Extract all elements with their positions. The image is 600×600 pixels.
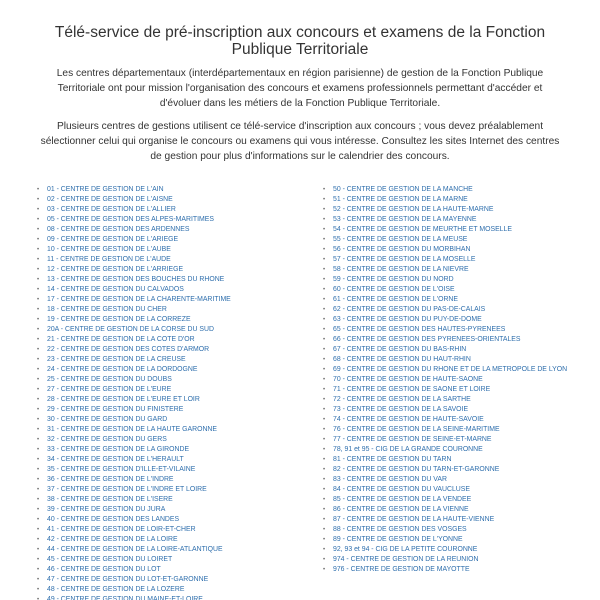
intro-paragraph-instructions: Plusieurs centres de gestions utilisent ce télé-service d'inscription aux concours ; vous devez préalablement sélectionner celui qui organise le concours ou examens qui vous intéresse. Consultez les sites Internet des centres de gestion pour plus d'informations sur le calendrier des concours. [40, 121, 560, 162]
centre-list-item [37, 215, 297, 225]
centre-list-item [323, 435, 600, 445]
centre-list-left-column [37, 185, 297, 600]
centre-link[interactable]: 87 - CENTRE DE GESTION DE LA HAUTE-VIENNE [333, 516, 495, 523]
centre-list-item [323, 445, 600, 455]
centre-list-item [37, 265, 297, 275]
centre-list-item [37, 275, 297, 285]
bullet-icon: • [323, 317, 326, 323]
bullet-icon: • [323, 567, 326, 573]
bullet-icon: • [37, 417, 40, 423]
bullet-icon: • [37, 277, 40, 283]
bullet-icon: • [323, 447, 326, 453]
centre-list-item [323, 545, 600, 555]
centre-link[interactable]: 76 - CENTRE DE GESTION DE LA SEINE-MARITIME [333, 426, 500, 433]
bullet-icon: • [37, 377, 40, 383]
bullet-icon: • [323, 387, 326, 393]
bullet-icon: • [37, 317, 40, 323]
centre-list-item [37, 255, 297, 265]
centre-link[interactable]: 36 - CENTRE DE GESTION DE L'INDRE [47, 476, 174, 483]
centre-list-item [323, 525, 600, 535]
centre-link[interactable]: 974 - CENTRE DE GESTION DE LA REUNION [333, 556, 479, 563]
centre-link[interactable]: 45 - CENTRE DE GESTION DU LOIRET [47, 556, 173, 563]
centre-link[interactable]: 60 - CENTRE DE GESTION DE L'OISE [333, 286, 455, 293]
bullet-icon: • [37, 577, 40, 583]
centre-list-item [323, 205, 600, 215]
centre-link[interactable]: 10 - CENTRE DE GESTION DE L'AUBE [47, 246, 171, 253]
centre-list-item [37, 405, 297, 415]
centre-link[interactable]: 32 - CENTRE DE GESTION DU GERS [47, 436, 167, 443]
bullet-icon: • [323, 187, 326, 193]
bullet-icon: • [37, 307, 40, 313]
centre-link[interactable]: 71 - CENTRE DE GESTION DE SAONE ET LOIRE [333, 386, 491, 393]
centre-list-item [37, 455, 297, 465]
centre-link[interactable]: 20A - CENTRE DE GESTION DE LA CORSE DU SUD [47, 326, 214, 333]
bullet-icon: • [37, 507, 40, 513]
centre-list-item [323, 415, 600, 425]
centre-list-item [323, 475, 600, 485]
centre-link[interactable]: 38 - CENTRE DE GESTION DE L'ISERE [47, 496, 173, 503]
centre-link[interactable]: 46 - CENTRE DE GESTION DU LOT [47, 566, 161, 573]
bullet-icon: • [37, 537, 40, 543]
centre-list-item [37, 345, 297, 355]
centre-list-item [323, 365, 600, 375]
page-title: Télé-service de pré-inscription aux concours et examens de la Fonction Publique Territoriale [54, 24, 546, 58]
centre-list-item [323, 515, 600, 525]
centre-list-item [323, 255, 600, 265]
bullet-icon: • [37, 437, 40, 443]
centre-list-item [323, 485, 600, 495]
centre-link[interactable]: 03 - CENTRE DE GESTION DE L'ALLIER [47, 206, 176, 213]
centre-link[interactable]: 72 - CENTRE DE GESTION DE LA SARTHE [333, 396, 471, 403]
bullet-icon: • [37, 227, 40, 233]
bullet-icon: • [323, 247, 326, 253]
bullet-icon: • [37, 557, 40, 563]
centre-list-item [37, 505, 297, 515]
centre-list-right-column [323, 185, 600, 575]
bullet-icon: • [37, 527, 40, 533]
centre-link[interactable]: 05 - CENTRE DE GESTION DES ALPES-MARITIMES [47, 216, 214, 223]
centre-list-item [37, 295, 297, 305]
centre-link[interactable]: 41 - CENTRE DE GESTION DE LOIR-ET-CHER [47, 526, 196, 533]
centre-link[interactable]: 11 - CENTRE DE GESTION DE L'AUDE [47, 256, 171, 263]
centre-link[interactable]: 81 - CENTRE DE GESTION DU TARN [333, 456, 452, 463]
bullet-icon: • [323, 357, 326, 363]
centre-link[interactable]: 17 - CENTRE DE GESTION DE LA CHARENTE-MARITIME [47, 296, 231, 303]
bullet-icon: • [37, 517, 40, 523]
centre-link[interactable]: 50 - CENTRE DE GESTION DE LA MANCHE [333, 186, 473, 193]
bullet-icon: • [37, 457, 40, 463]
centre-list-item [323, 355, 600, 365]
bullet-icon: • [37, 297, 40, 303]
bullet-icon: • [323, 347, 326, 353]
centre-link[interactable]: 63 - CENTRE DE GESTION DU PUY-DE-DOME [333, 316, 482, 323]
bullet-icon: • [323, 207, 326, 213]
centre-list-item [323, 335, 600, 345]
centre-list-item [323, 315, 600, 325]
centre-list-item [37, 595, 297, 600]
bullet-icon: • [323, 217, 326, 223]
bullet-icon: • [37, 337, 40, 343]
centre-list-item [37, 545, 297, 555]
bullet-icon: • [323, 297, 326, 303]
centre-list-item [323, 265, 600, 275]
centre-link[interactable]: 52 - CENTRE DE GESTION DE LA HAUTE-MARNE [333, 206, 494, 213]
centre-list-item [323, 425, 600, 435]
bullet-icon: • [37, 207, 40, 213]
centre-list-item [323, 185, 600, 195]
bullet-icon: • [323, 547, 326, 553]
bullet-icon: • [37, 467, 40, 473]
centre-link[interactable]: 39 - CENTRE DE GESTION DU JURA [47, 506, 166, 513]
bullet-icon: • [323, 307, 326, 313]
centre-link[interactable]: 28 - CENTRE DE GESTION DE L'EURE ET LOIR [47, 396, 200, 403]
centre-list-item [323, 285, 600, 295]
centre-link[interactable]: 57 - CENTRE DE GESTION DE LA MOSELLE [333, 256, 476, 263]
bullet-icon: • [37, 217, 40, 223]
bullet-icon: • [323, 557, 326, 563]
centre-list-item [37, 305, 297, 315]
bullet-icon: • [323, 517, 326, 523]
centre-list-item [323, 495, 600, 505]
centre-list-item [323, 295, 600, 305]
centre-list-item [323, 395, 600, 405]
centre-list-item [323, 195, 600, 205]
bullet-icon: • [323, 417, 326, 423]
centre-list-item [37, 205, 297, 215]
centre-link[interactable]: 42 - CENTRE DE GESTION DE LA LOIRE [47, 536, 178, 543]
centre-link[interactable]: 77 - CENTRE DE GESTION DE SEINE-ET-MARNE [333, 436, 492, 443]
centre-list-item [37, 365, 297, 375]
bullet-icon: • [323, 337, 326, 343]
centre-link[interactable]: 69 - CENTRE DE GESTION DU RHONE ET DE LA METROPOLE DE LYON [333, 366, 568, 373]
centre-link[interactable]: 37 - CENTRE DE GESTION DE L'INDRE ET LOIRE [47, 486, 207, 493]
bullet-icon: • [37, 397, 40, 403]
bullet-icon: • [37, 267, 40, 273]
centre-list-item [37, 555, 297, 565]
bullet-icon: • [37, 497, 40, 503]
centre-list-item [37, 185, 297, 195]
centre-link[interactable]: 66 - CENTRE DE GESTION DES PYRENEES-ORIENTALES [333, 336, 521, 343]
centre-link[interactable]: 976 - CENTRE DE GESTION DE MAYOTTE [333, 566, 470, 573]
bullet-icon: • [323, 267, 326, 273]
bullet-icon: • [37, 367, 40, 373]
centre-list-item [37, 585, 297, 595]
centre-link[interactable]: 51 - CENTRE DE GESTION DE LA MARNE [333, 196, 468, 203]
bullet-icon: • [323, 397, 326, 403]
bullet-icon: • [323, 197, 326, 203]
centre-list-item [37, 235, 297, 245]
centre-link[interactable]: 22 - CENTRE DE GESTION DES COTES D'ARMOR [47, 346, 210, 353]
bullet-icon: • [37, 257, 40, 263]
bullet-icon: • [323, 287, 326, 293]
bullet-icon: • [323, 427, 326, 433]
centre-link[interactable]: 70 - CENTRE DE GESTION DE HAUTE-SAONE [333, 376, 483, 383]
bullet-icon: • [37, 487, 40, 493]
centre-link[interactable]: 30 - CENTRE DE GESTION DU GARD [47, 416, 168, 423]
centre-link[interactable]: 82 - CENTRE DE GESTION DU TARN-ET-GARONNE [333, 466, 500, 473]
centre-link[interactable]: 19 - CENTRE DE GESTION DE LA CORREZE [47, 316, 191, 323]
centre-list-item [323, 275, 600, 285]
bullet-icon: • [323, 327, 326, 333]
centre-list-item [37, 315, 297, 325]
centre-link[interactable]: 54 - CENTRE DE GESTION DE MEURTHE ET MOSELLE [333, 226, 512, 233]
bullet-icon: • [323, 507, 326, 513]
centre-link[interactable]: 53 - CENTRE DE GESTION DE LA MAYENNE [333, 216, 477, 223]
centre-link[interactable]: 61 - CENTRE DE GESTION DE L'ORNE [333, 296, 458, 303]
centre-list-item [323, 375, 600, 385]
centre-list-item [323, 225, 600, 235]
centre-link[interactable]: 47 - CENTRE DE GESTION DU LOT-ET-GARONNE [47, 576, 209, 583]
centre-link[interactable]: 84 - CENTRE DE GESTION DU VAUCLUSE [333, 486, 470, 493]
bullet-icon: • [323, 487, 326, 493]
centre-link[interactable]: 65 - CENTRE DE GESTION DES HAUTES-PYRENEES [333, 326, 506, 333]
centre-list-item [37, 285, 297, 295]
bullet-icon: • [37, 567, 40, 573]
centre-link[interactable]: 25 - CENTRE DE GESTION DU DOUBS [47, 376, 172, 383]
centre-link[interactable]: 86 - CENTRE DE GESTION DE LA VIENNE [333, 506, 469, 513]
bullet-icon: • [37, 447, 40, 453]
bullet-icon: • [37, 237, 40, 243]
centre-list-item [37, 535, 297, 545]
centre-link[interactable]: 78, 91 et 95 - CIG DE LA GRANDE COURONNE [333, 446, 483, 453]
bullet-icon: • [37, 597, 40, 600]
centre-link[interactable]: 02 - CENTRE DE GESTION DE L'AISNE [47, 196, 173, 203]
bullet-icon: • [37, 547, 40, 553]
centre-list-item [323, 455, 600, 465]
bullet-icon: • [323, 497, 326, 503]
bullet-icon: • [37, 387, 40, 393]
centre-link[interactable]: 14 - CENTRE DE GESTION DU CALVADOS [47, 286, 184, 293]
centre-link[interactable]: 08 - CENTRE DE GESTION DES ARDENNES [47, 226, 190, 233]
centre-list-item [37, 325, 297, 335]
centre-link[interactable]: 62 - CENTRE DE GESTION DU PAS-DE-CALAIS [333, 306, 486, 313]
bullet-icon: • [323, 367, 326, 373]
centre-list-item [323, 465, 600, 475]
centre-list-item [323, 565, 600, 575]
centre-list-item [37, 445, 297, 455]
centre-list-item [37, 485, 297, 495]
centre-list-item [37, 245, 297, 255]
bullet-icon: • [323, 437, 326, 443]
centre-list-item [37, 225, 297, 235]
centre-list-item [323, 555, 600, 565]
centre-link[interactable]: 21 - CENTRE DE GESTION DE LA COTE D'OR [47, 336, 195, 343]
bullet-icon: • [323, 277, 326, 283]
centre-list-item [323, 305, 600, 315]
centre-list-item [323, 505, 600, 515]
centre-list-item [323, 535, 600, 545]
bullet-icon: • [323, 477, 326, 483]
bullet-icon: • [323, 407, 326, 413]
bullet-icon: • [323, 237, 326, 243]
centre-list-item [37, 465, 297, 475]
centre-link[interactable]: 13 - CENTRE DE GESTION DES BOUCHES DU RHONE [47, 276, 225, 283]
centre-list-item [37, 575, 297, 585]
bullet-icon: • [323, 377, 326, 383]
centre-link[interactable]: 74 - CENTRE DE GESTION DE HAUTE-SAVOIE [333, 416, 484, 423]
centre-link[interactable]: 88 - CENTRE DE GESTION DES VOSGES [333, 526, 467, 533]
centre-list-item [323, 235, 600, 245]
centre-link[interactable]: 44 - CENTRE DE GESTION DE LA LOIRE-ATLANTIQUE [47, 546, 223, 553]
bullet-icon: • [37, 357, 40, 363]
bullet-icon: • [323, 227, 326, 233]
centre-link[interactable]: 49 - CENTRE DE GESTION DU MAINE-ET-LOIRE [47, 596, 203, 600]
bullet-icon: • [323, 527, 326, 533]
centre-list [0, 185, 600, 600]
bullet-icon: • [37, 477, 40, 483]
centre-link[interactable]: 29 - CENTRE DE GESTION DU FINISTERE [47, 406, 184, 413]
centre-list-item [37, 515, 297, 525]
centre-link[interactable]: 68 - CENTRE DE GESTION DU HAUT-RHIN [333, 356, 471, 363]
centre-link[interactable]: 34 - CENTRE DE GESTION DE L'HERAULT [47, 456, 184, 463]
centre-link[interactable]: 67 - CENTRE DE GESTION DU BAS-RHIN [333, 346, 467, 353]
intro-paragraph-mission: Les centres départementaux (interdépartementaux en région parisienne) de gestion de la Fonction Publique Territoriale ont pour mission l'organisation des concours et examens professionnels permettant d'accéder et d'évoluer dans les métiers de la Fonction Publique Territoriale. [56, 68, 544, 109]
centre-link[interactable]: 55 - CENTRE DE GESTION DE LA MEUSE [333, 236, 468, 243]
centre-list-item [37, 525, 297, 535]
bullet-icon: • [323, 257, 326, 263]
centre-list-item [37, 415, 297, 425]
centre-link[interactable]: 73 - CENTRE DE GESTION DE LA SAVOIE [333, 406, 469, 413]
centre-link[interactable]: 31 - CENTRE DE GESTION DE LA HAUTE GARONNE [47, 426, 218, 433]
bullet-icon: • [37, 287, 40, 293]
centre-list-item [37, 395, 297, 405]
centre-link[interactable]: 27 - CENTRE DE GESTION DE L'EURE [47, 386, 172, 393]
bullet-icon: • [37, 587, 40, 593]
bullet-icon: • [323, 537, 326, 543]
centre-link[interactable]: 18 - CENTRE DE GESTION DU CHER [47, 306, 167, 313]
centre-list-item [323, 325, 600, 335]
centre-list-item [37, 475, 297, 485]
bullet-icon: • [37, 427, 40, 433]
centre-link[interactable]: 83 - CENTRE DE GESTION DU VAR [333, 476, 447, 483]
centre-link[interactable]: 12 - CENTRE DE GESTION DE L'ARRIEGE [47, 266, 184, 273]
centre-link[interactable]: 48 - CENTRE DE GESTION DE LA LOZERE [47, 586, 185, 593]
centre-list-item [37, 425, 297, 435]
centre-link[interactable]: 01 - CENTRE DE GESTION DE L'AIN [47, 186, 164, 193]
bullet-icon: • [37, 187, 40, 193]
centre-link[interactable]: 59 - CENTRE DE GESTION DU NORD [333, 276, 454, 283]
centre-list-item [37, 435, 297, 445]
centre-link[interactable]: 85 - CENTRE DE GESTION DE LA VENDEE [333, 496, 472, 503]
centre-link[interactable]: 92, 93 et 94 - CIG DE LA PETITE COURONNE [333, 546, 478, 553]
centre-list-item [323, 215, 600, 225]
bullet-icon: • [37, 347, 40, 353]
bullet-icon: • [37, 407, 40, 413]
centre-list-item [37, 495, 297, 505]
bullet-icon: • [37, 327, 40, 333]
bullet-icon: • [37, 197, 40, 203]
centre-list-item [37, 355, 297, 365]
centre-list-item [323, 345, 600, 355]
centre-link[interactable]: 58 - CENTRE DE GESTION DE LA NIEVRE [333, 266, 469, 273]
bullet-icon: • [323, 457, 326, 463]
centre-link[interactable]: 33 - CENTRE DE GESTION DE LA GIRONDE [47, 446, 190, 453]
bullet-icon: • [323, 467, 326, 473]
centre-link[interactable]: 09 - CENTRE DE GESTION DE L'ARIEGE [47, 236, 179, 243]
centre-list-item [37, 195, 297, 205]
centre-list-item [323, 245, 600, 255]
centre-link[interactable]: 35 - CENTRE DE GESTION D'ILLE-ET-VILAINE [47, 466, 196, 473]
centre-link[interactable]: 24 - CENTRE DE GESTION DE LA DORDOGNE [47, 366, 198, 373]
centre-list-item [323, 405, 600, 415]
centre-list-item [37, 565, 297, 575]
centre-list-item [37, 335, 297, 345]
centre-link[interactable]: 89 - CENTRE DE GESTION DE L'YONNE [333, 536, 463, 543]
centre-list-item [323, 385, 600, 395]
centre-link[interactable]: 56 - CENTRE DE GESTION DU MORBIHAN [333, 246, 471, 253]
bullet-icon: • [37, 247, 40, 253]
centre-link[interactable]: 23 - CENTRE DE GESTION DE LA CREUSE [47, 356, 186, 363]
centre-link[interactable]: 40 - CENTRE DE GESTION DES LANDES [47, 516, 180, 523]
centre-list-item [37, 385, 297, 395]
centre-list-item [37, 375, 297, 385]
